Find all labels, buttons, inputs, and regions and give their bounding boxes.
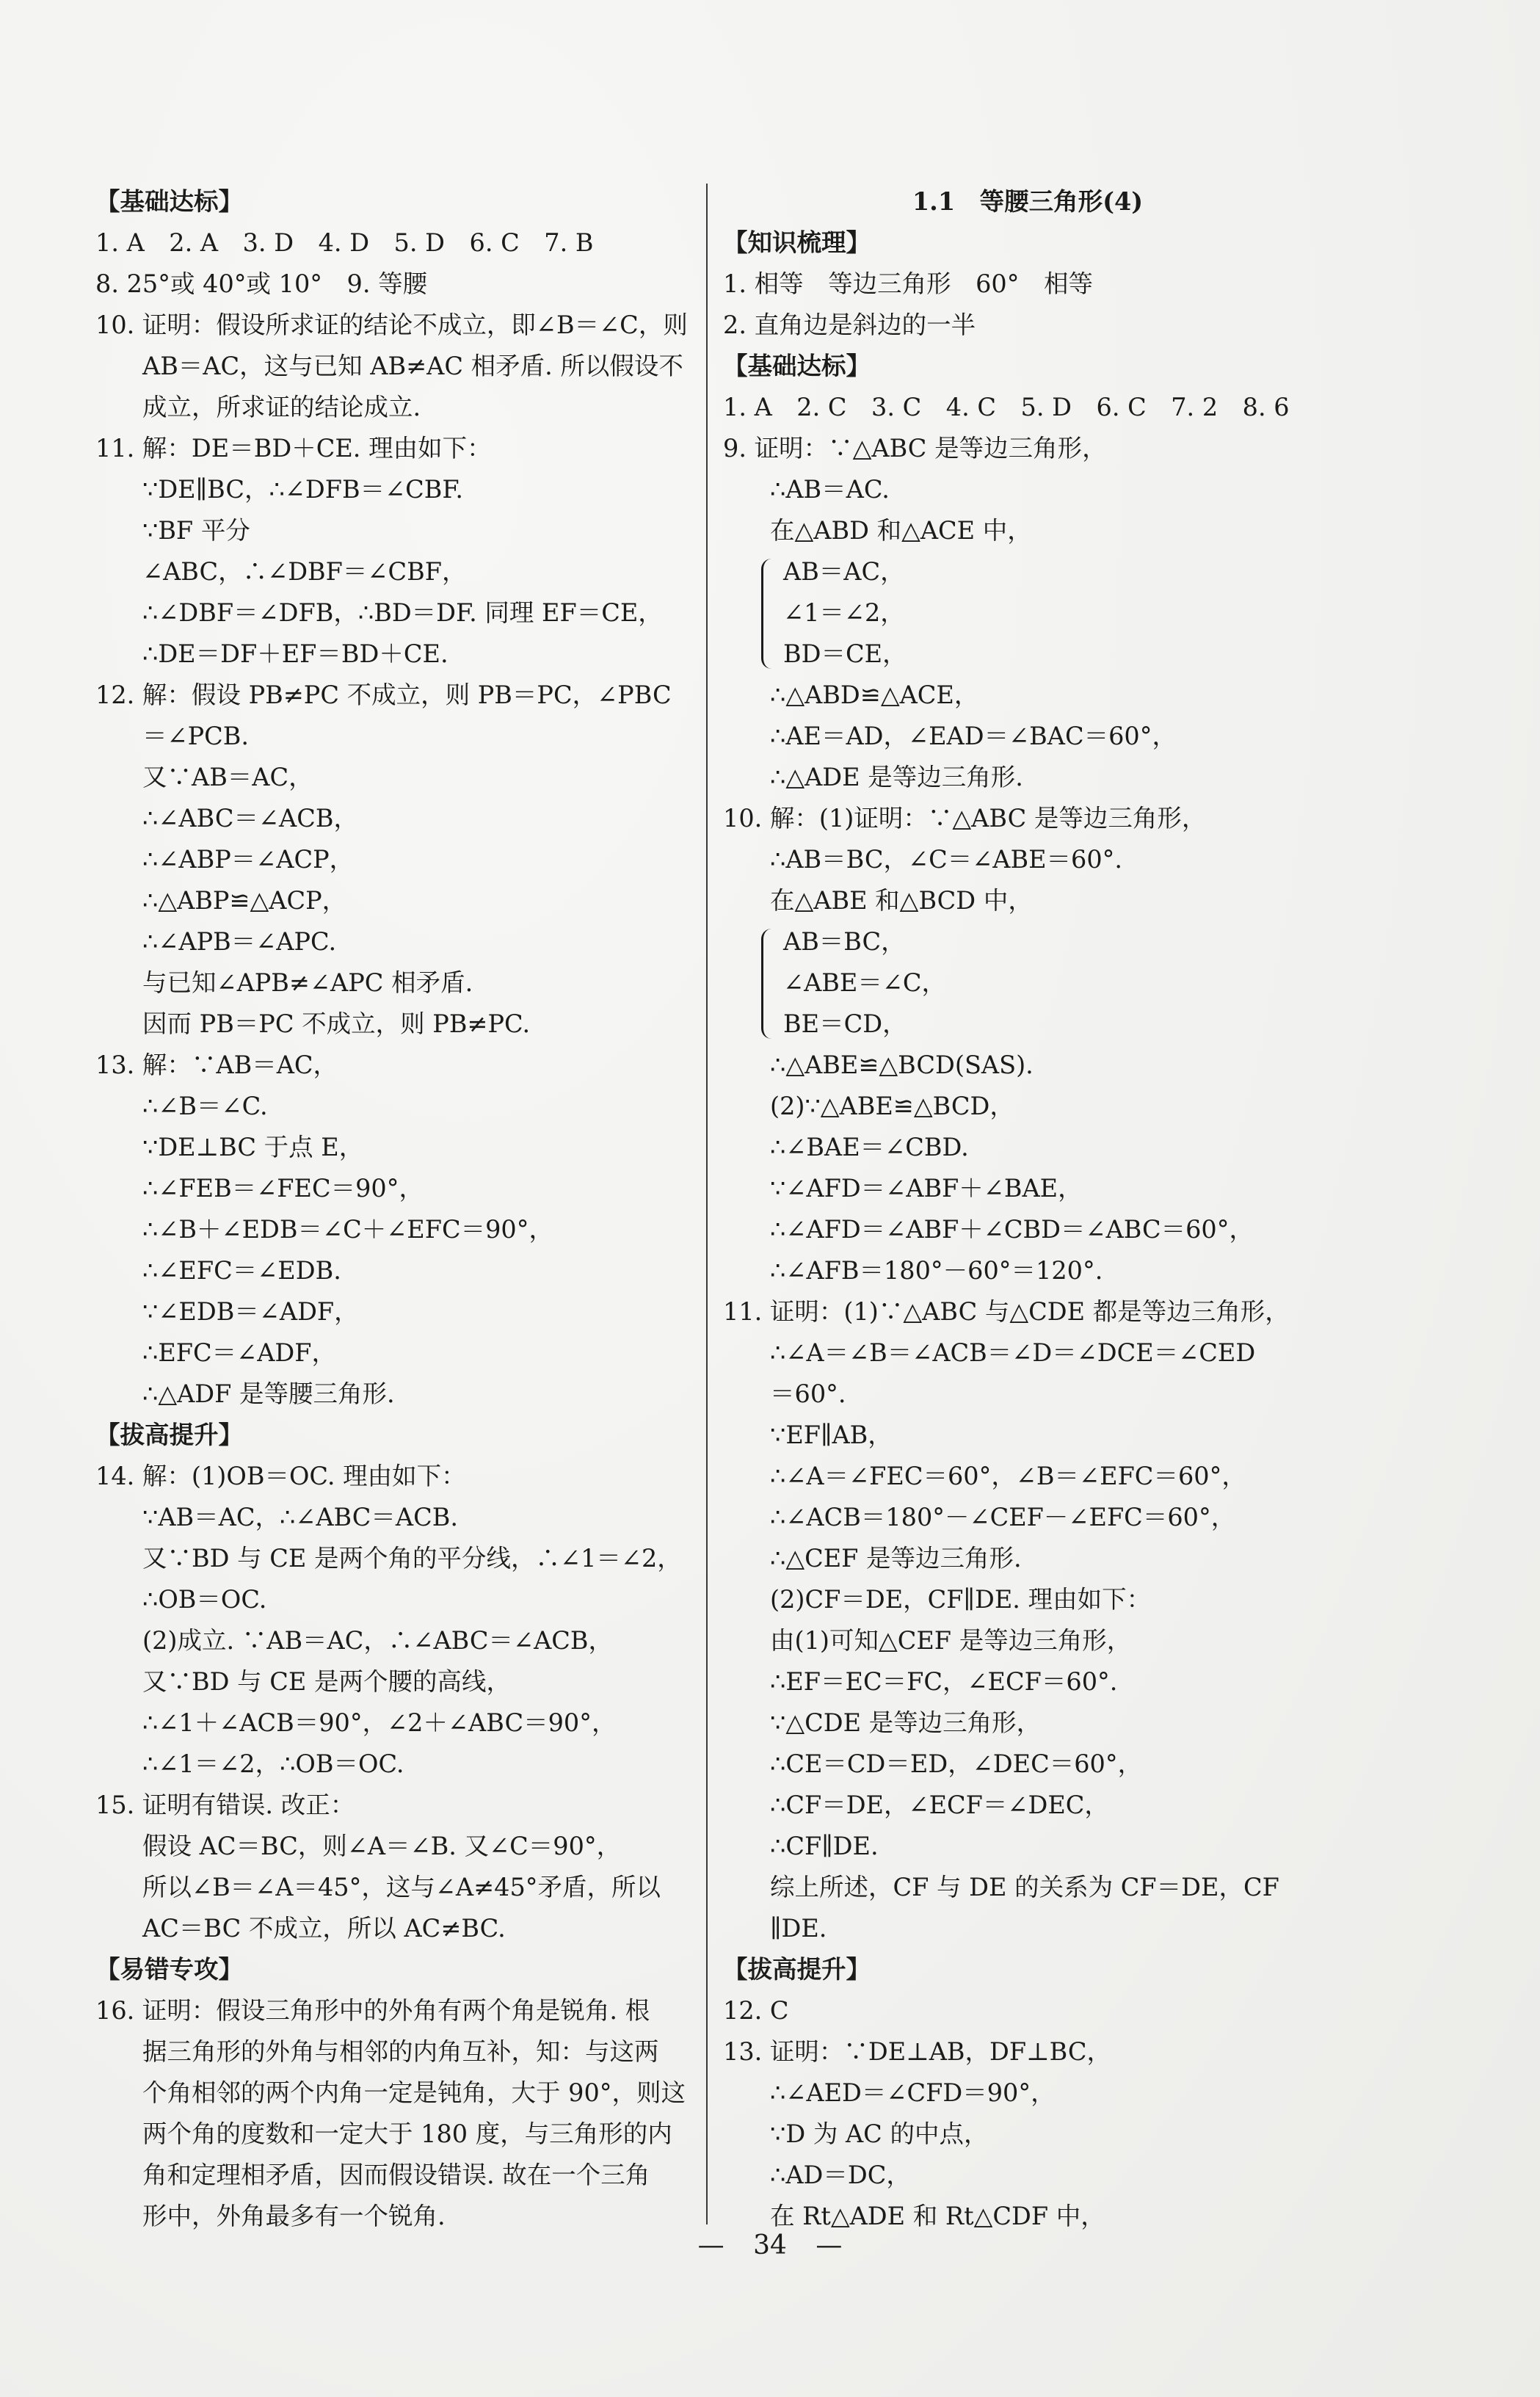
text-line: 11. 解：DE＝BD＋CE. 理由如下： — [95, 434, 492, 463]
left-brace — [761, 929, 780, 1039]
text-line: ∵BF 平分 — [142, 516, 250, 545]
text-line: AB＝BC， — [783, 927, 906, 956]
text-line: 12. 解：假设 PB≠PC 不成立，则 PB＝PC，∠PBC — [95, 681, 672, 709]
text-line: ∴∠DBF＝∠DFB，∴BD＝DF. 同理 EF＝CE， — [142, 598, 663, 627]
text-line: 1. 相等 等边三角形 60° 相等 — [723, 269, 1093, 298]
text-line: ∴∠AFB＝180°－60°＝120°. — [770, 1256, 1103, 1285]
text-line: ∴∠1＋∠ACB＝90°，∠2＋∠ABC＝90°， — [142, 1708, 617, 1737]
text-line: ∴△CEF 是等边三角形. — [770, 1544, 1022, 1573]
text-line: ∵EF∥AB， — [770, 1421, 893, 1449]
text-line: 角和定理相矛盾，因而假设错误. 故在一个三角 — [142, 2161, 650, 2189]
text-line: 据三角形的外角与相邻的内角互补，知：与这两 — [142, 2037, 659, 2066]
text-line: ∴∠EFC＝∠EDB. — [142, 1256, 341, 1285]
text-line: 又∵AB＝AC， — [142, 763, 313, 791]
text-line: 9. 证明：∵△ABC 是等边三角形， — [723, 434, 1107, 463]
text-line: 个角相邻的两个内角一定是钝角，大于 90°，则这 — [142, 2078, 686, 2107]
text-line: AC＝BC 不成立，所以 AC≠BC. — [142, 1914, 506, 1943]
text-line: 15. 证明有错误. 改正： — [95, 1791, 355, 1819]
text-line: 又∵BD 与 CE 是两个角的平分线，∴∠1＝∠2， — [142, 1544, 682, 1573]
text-line: ∴△ABE≌△BCD(SAS). — [770, 1051, 1034, 1079]
text-line: ∵AB＝AC，∴∠ABC＝ACB. — [142, 1503, 458, 1531]
text-line: 2. 直角边是斜边的一半 — [723, 311, 976, 339]
text-line: AB＝AC，这与已知 AB≠AC 相矛盾. 所以假设不 — [142, 352, 683, 380]
text-line: ∵△CDE 是等边三角形， — [770, 1708, 1042, 1737]
column-divider — [706, 184, 708, 2224]
text-line: 10. 解：(1)证明：∵△ABC 是等边三角形， — [723, 804, 1207, 833]
page-number: 34 — [753, 2230, 787, 2260]
text-line: ∴AB＝BC，∠C＝∠ABE＝60°. — [770, 845, 1123, 874]
text-line: 因而 PB＝PC 不成立，则 PB≠PC. — [142, 1009, 531, 1038]
text-line: ∴∠B＝∠C. — [142, 1092, 268, 1120]
text-line: (2)CF＝DE，CF∥DE. 理由如下： — [770, 1585, 1152, 1614]
text-line: 综上所述，CF 与 DE 的关系为 CF＝DE，CF — [770, 1873, 1279, 1901]
text-line: ＝60°. — [770, 1379, 846, 1408]
text-line: 1. A 2. C 3. C 4. C 5. D 6. C 7. 2 8. 6 — [723, 393, 1290, 421]
text-line: 在△ABE 和△BCD 中， — [770, 886, 1033, 915]
text-line: ∴CE＝CD＝ED，∠DEC＝60°， — [770, 1749, 1143, 1778]
section-heading: 【拔高提升】 — [95, 1421, 243, 1449]
page-footer — [0, 2230, 1540, 2260]
text-line: 由(1)可知△CEF 是等边三角形， — [770, 1626, 1132, 1655]
text-line: 10. 证明：假设所求证的结论不成立，即∠B＝∠C，则 — [95, 311, 688, 339]
text-line: ∴∠1＝∠2，∴OB＝OC. — [142, 1749, 404, 1778]
text-line: ∵DE∥BC，∴∠DFB＝∠CBF. — [142, 475, 464, 504]
text-line: (2)∵△ABE≌△BCD， — [770, 1092, 1014, 1120]
text-line: ∴∠FEB＝∠FEC＝90°， — [142, 1174, 424, 1203]
text-line: ∴EFC＝∠ADF， — [142, 1338, 337, 1367]
text-line: (2)成立. ∵AB＝AC，∴∠ABC＝∠ACB， — [142, 1626, 614, 1655]
text-line: ∵D 为 AC 的中点， — [770, 2119, 989, 2148]
text-line: ∴∠A＝∠FEC＝60°，∠B＝∠EFC＝60°， — [770, 1462, 1246, 1490]
text-line: ∠ABE＝∠C， — [783, 968, 947, 997]
text-line: BD＝CE， — [783, 639, 907, 668]
text-line: ∵∠AFD＝∠ABF＋∠BAE， — [770, 1174, 1083, 1203]
text-line: 8. 25°或 40°或 10° 9. 等腰 — [95, 269, 428, 298]
text-line: 在 Rt△ADE 和 Rt△CDF 中， — [770, 2202, 1105, 2230]
text-line: ∴△ABP≌△ACP， — [142, 886, 347, 915]
right-column — [723, 181, 1332, 2237]
text-line: 11. 证明：(1)∵△ABC 与△CDE 都是等边三角形， — [723, 1297, 1290, 1326]
text-line: 与已知∠APB≠∠APC 相矛盾. — [142, 968, 473, 997]
text-line: ∴∠AED＝∠CFD＝90°， — [770, 2078, 1056, 2107]
text-line: ∴∠APB＝∠APC. — [142, 927, 337, 956]
text-line: 两个角的度数和一定大于 180 度，与三角形的内 — [142, 2119, 672, 2148]
text-line: 在△ABD 和△ACE 中， — [770, 516, 1032, 545]
text-line: ∴∠A＝∠B＝∠ACB＝∠D＝∠DCE＝∠CED — [770, 1338, 1256, 1367]
text-line: 1. A 2. A 3. D 4. D 5. D 6. C 7. B — [95, 228, 594, 257]
text-line: ∴EF＝EC＝FC，∠ECF＝60°. — [770, 1667, 1118, 1696]
footer-dash-left: — — [697, 2230, 724, 2260]
text-line: ＝∠PCB. — [142, 722, 250, 750]
text-line: ∠1＝∠2， — [783, 598, 905, 627]
text-line: ∵DE⊥BC 于点 E， — [142, 1133, 364, 1161]
text-line: ∴DE＝DF＋EF＝BD＋CE. — [142, 639, 448, 668]
text-line: ∴△ADF 是等腰三角形. — [142, 1379, 395, 1408]
text-line: 又∵BD 与 CE 是两个腰的高线， — [142, 1667, 512, 1696]
text-line: 16. 证明：假设三角形中的外角有两个角是锐角. 根 — [95, 1996, 650, 2025]
text-line: ∵∠EDB＝∠ADF， — [142, 1297, 359, 1326]
text-line: ∴∠B＋∠EDB＝∠C＋∠EFC＝90°， — [142, 1215, 553, 1244]
text-line: ∴△ABD≌△ACE， — [770, 681, 979, 709]
text-line: 所以∠B＝∠A＝45°，这与∠A≠45°矛盾，所以 — [142, 1873, 661, 1901]
left-brace — [761, 559, 780, 669]
section-heading: 【易错专攻】 — [95, 1955, 243, 1984]
text-line: ∴AD＝DC， — [770, 2161, 911, 2189]
section-heading: 【知识梳理】 — [723, 228, 871, 257]
section-title: 1.1 等腰三角形(4) — [912, 187, 1144, 216]
left-column — [95, 181, 705, 2237]
section-heading: 【基础达标】 — [723, 352, 871, 380]
text-line: ∴OB＝OC. — [142, 1585, 267, 1614]
text-line: 13. 解：∵AB＝AC， — [95, 1051, 338, 1079]
text-line: ∴∠BAE＝∠CBD. — [770, 1133, 969, 1161]
text-line: ∴∠ABP＝∠ACP， — [142, 845, 355, 874]
text-line: ∴AB＝AC. — [770, 475, 890, 504]
section-heading: 【基础达标】 — [95, 187, 243, 216]
text-line: ∴∠ABC＝∠ACB， — [142, 804, 358, 833]
text-line: BE＝CD， — [783, 1009, 907, 1038]
text-line: ∴AE＝AD，∠EAD＝∠BAC＝60°， — [770, 722, 1177, 750]
footer-dash-right: — — [816, 2230, 843, 2260]
text-line: 13. 证明：∵DE⊥AB，DF⊥BC， — [723, 2037, 1112, 2066]
text-line: 12. C — [723, 1996, 789, 2025]
text-line: ∴△ADE 是等边三角形. — [770, 763, 1023, 791]
section-heading: 【拔高提升】 — [723, 1955, 871, 1984]
text-line: ∴∠AFD＝∠ABF＋∠CBD＝∠ABC＝60°， — [770, 1215, 1254, 1244]
text-line: 假设 AC＝BC，则∠A＝∠B. 又∠C＝90°， — [142, 1832, 622, 1860]
text-line: ∴∠ACB＝180°－∠CEF－∠EFC＝60°， — [770, 1503, 1236, 1531]
text-line: ∴CF∥DE. — [770, 1832, 879, 1860]
text-line: ∴CF＝DE，∠ECF＝∠DEC， — [770, 1791, 1109, 1819]
text-line: ∠ABC，∴∠DBF＝∠CBF， — [142, 557, 467, 586]
text-line: 成立，所求证的结论成立. — [142, 393, 421, 421]
text-line: AB＝AC， — [783, 557, 905, 586]
text-line: 14. 解：(1)OB＝OC. 理由如下： — [95, 1462, 466, 1490]
text-line: 形中，外角最多有一个锐角. — [142, 2202, 446, 2230]
text-line: ∥DE. — [770, 1914, 827, 1943]
